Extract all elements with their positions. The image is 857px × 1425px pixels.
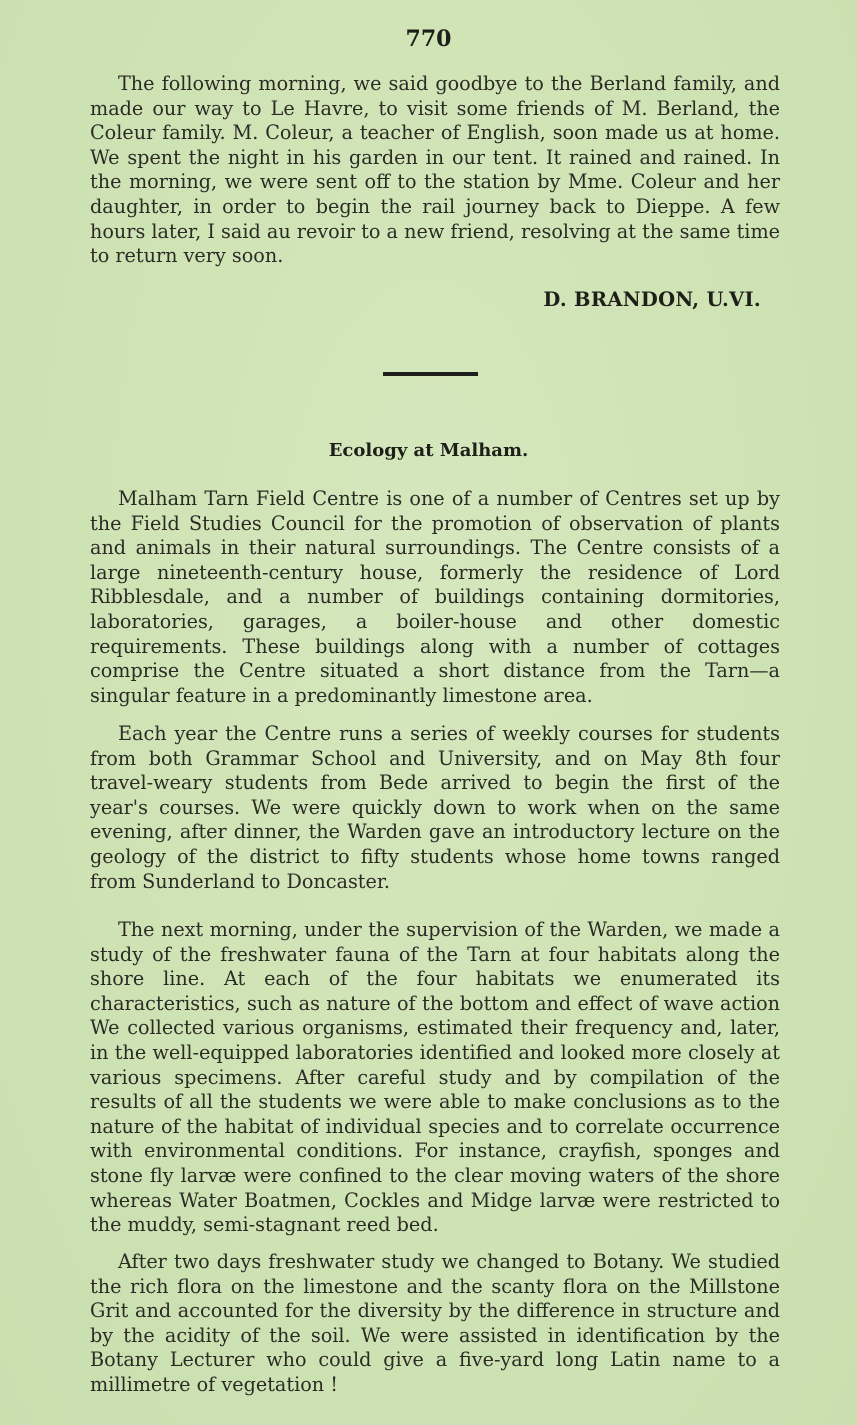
article-paragraph: The following morning, we said goodbye to the Berland family, and made our way to Le Havre, to visit some friends of M. Berland, the Coleur family. M. Coleur, a teacher of English, soon made us at home. We spent the night in his garden in our tent. It rained and rained. In the morning, we were sent off to the station by Mme. Coleur and her daughter, in order to begin the rail journey back to Dieppe. A few hours later, I said au revoir to a new friend, resolving at the same time to return very soon.: [90, 72, 780, 268]
author-signature: D. BRANDON, U.VI.: [543, 288, 761, 311]
section-divider: [383, 372, 478, 376]
article-paragraph: After two days freshwater study we changed to Botany. We studied the rich flora on the limestone and the scanty flora on the Millstone Grit and accounted for the diversity by the difference in structure and by the acidity of the soil. We were assisted in identification by the Botany Lecturer who could give a five-yard long Latin name to a millimetre of vegetation !: [90, 1250, 780, 1396]
article-paragraph: The next morning, under the supervision of the Warden, we made a study of the freshwater fauna of the Tarn at four habitats along the shore line. At each of the four habitats we enumerated its characteristics, such as nature of the bottom and effect of wave action We collected various organisms, estimated their frequency and, later, in the well-equipped laboratories identified and looked more closely at various specimens. After careful study and by compilation of the results of all the students we were able to make conclusions as to the nature of the habitat of individual species and to correlate occurrence with environmental conditions. For instance, crayfish, sponges and stone fly larvæ were confined to the clear moving waters of the shore whereas Water Boatmen, Cockles and Midge larvæ were restricted to the muddy, semi-stagnant reed bed.: [90, 918, 780, 1237]
section-title: Ecology at Malham.: [328, 440, 529, 461]
page-number: 770: [405, 26, 452, 52]
article-paragraph: Malham Tarn Field Centre is one of a number of Centres set up by the Field Studies Council for the promotion of observation of plants and animals in their natural surroundings. The Centre consists of a large nineteenth-century house, formerly the residence of Lord Ribblesdale, and a number of buildings containing dormitories, laboratories, garages, a boiler-house and other domestic requirements. These buildings along with a number of cottages comprise the Centre situated a short distance from the Tarn—a singular feature in a predominantly limestone area.: [90, 487, 780, 707]
article-paragraph: Each year the Centre runs a series of weekly courses for students from both Grammar School and University, and on May 8th four travel-weary students from Bede arrived to begin the first of the year's courses. We were quickly down to work when on the same evening, after dinner, the Warden gave an introductory lecture on the geology of the district to fifty students whose home towns ranged from Sunderland to Doncaster.: [90, 722, 780, 893]
